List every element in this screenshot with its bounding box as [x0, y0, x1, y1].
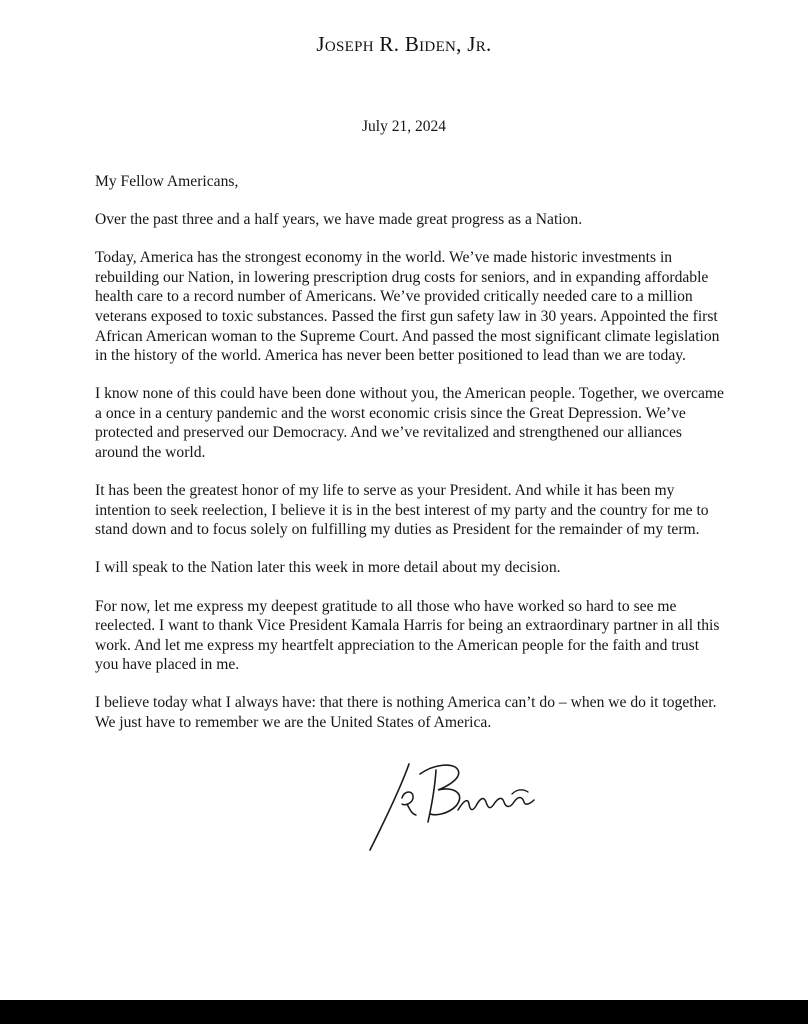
paragraph-1: Over the past three and a half years, we have made great progress as a Nation.: [95, 211, 583, 229]
letter-date: July 21, 2024: [362, 118, 446, 135]
bottom-bar: [0, 1000, 808, 1024]
letter-body: [95, 172, 725, 751]
paragraph-7: I believe today what I always have: that there is nothing America can’t do – when we do it together. We just have to remember we are the United States of America.: [95, 694, 717, 731]
handwritten-signature: [362, 752, 572, 857]
letterhead: Joseph R. Biden, Jr.: [316, 32, 492, 56]
paragraph-3: I know none of this could have been done without you, the American people. Together, we overcame a once in a century pandemic and the worst economic crisis since the Great Depression. We’ve protected and preserved our Democracy. And we’ve revitalized and strengthened our alliances around the world.: [95, 385, 724, 462]
paragraph-6: For now, let me express my deepest gratitude to all those who have worked so hard to see me reelected. I want to thank Vice President Kamala Harris for being an extraordinary partner in all this work. And let me express my heartfelt appreciation to the American people for the faith and trust you have placed in me.: [95, 597, 720, 674]
paragraph-2: Today, America has the strongest economy in the world. We’ve made historic investments in rebuilding our Nation, in lowering prescription drug costs for seniors, and in expanding affordable health care to a record number of Americans. We’ve provided critically needed care to a million veterans exposed to toxic substances. Passed the first gun safety law in 30 years. Appointed the first African American woman to the Supreme Court. And passed the most significant climate legislation in the history of the world. America has never been better positioned to lead than we are today.: [95, 249, 720, 365]
salutation: My Fellow Americans,: [95, 173, 239, 190]
paragraph-5: I will speak to the Nation later this week in more detail about my decision.: [95, 559, 561, 577]
paragraph-4: It has been the greatest honor of my life to serve as your President. And while it has been my intention to seek reelection, I believe it is in the best interest of my party and the country for me to stand down and to focus solely on fulfilling my duties as President for the remainder of my term.: [95, 482, 709, 539]
